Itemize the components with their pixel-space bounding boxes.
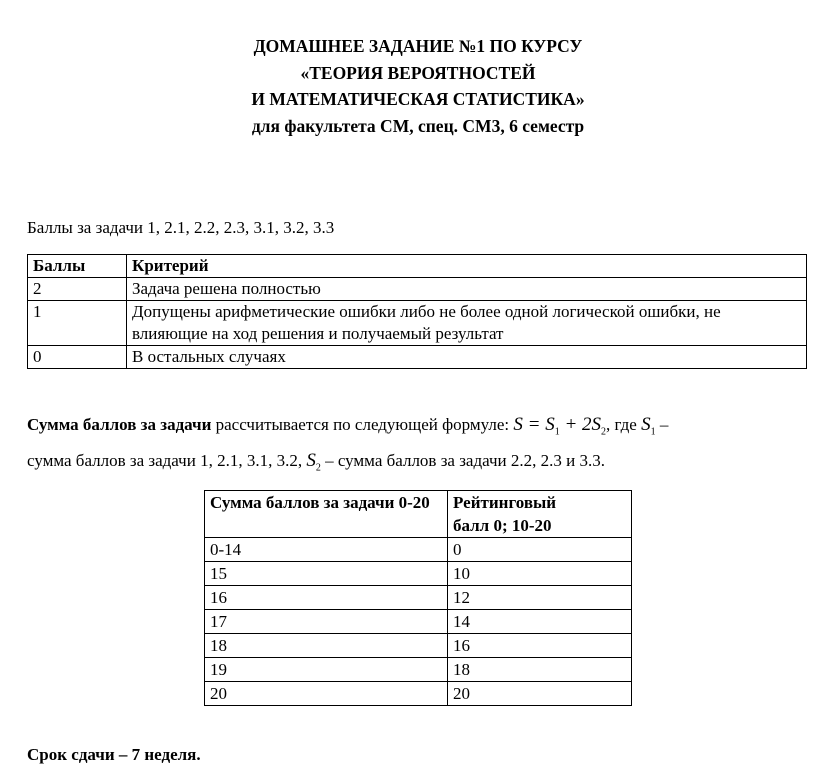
table-header-row — [28, 255, 807, 278]
cell: 16 — [205, 586, 448, 610]
formula: S — [641, 414, 651, 435]
cell: 20 — [448, 682, 632, 706]
cell: 10 — [448, 562, 632, 586]
table-row — [205, 586, 632, 610]
header-cell: Рейтинговый балл 0; 10-20 — [448, 491, 632, 538]
cell: 19 — [205, 658, 448, 682]
text: – сумма баллов за задачи 2.2, 2.3 и 3.3. — [320, 451, 605, 470]
table-row — [205, 658, 632, 682]
header-cell: Критерий — [127, 255, 807, 278]
table-row — [205, 562, 632, 586]
header-cell: Сумма баллов за задачи 0-20 — [205, 491, 448, 538]
cell: 16 — [448, 634, 632, 658]
cell: 15 — [205, 562, 448, 586]
formula-paragraph-line2 — [27, 450, 605, 473]
formula: + 2S — [559, 414, 602, 435]
deadline: Срок сдачи – 7 неделя. — [27, 745, 201, 764]
subscript: 2 — [315, 462, 321, 474]
subscript: 1 — [554, 426, 560, 438]
table-row — [205, 682, 632, 706]
cell: 20 — [205, 682, 448, 706]
title-line: для факультета СМ, спец. СМ3, 6 семестр — [251, 115, 585, 136]
subscript: 2 — [601, 426, 607, 438]
table-row — [205, 634, 632, 658]
cell: 12 — [448, 586, 632, 610]
formula: S = S — [513, 414, 555, 435]
cell: 17 — [205, 610, 448, 634]
criteria-table — [27, 254, 807, 369]
cell: 18 — [448, 658, 632, 682]
formula: S — [306, 450, 316, 471]
header-cell: Баллы — [28, 255, 127, 278]
text: – — [655, 415, 669, 434]
text: сумма баллов за задачи 1, 2.1, 3.1, 3.2, — [27, 451, 307, 470]
table-row — [28, 346, 807, 369]
cell: 1 — [28, 301, 127, 346]
intro-text: Баллы за задачи 1, 2.1, 2.2, 2.3, 3.1, 3.2, 3.3 — [27, 218, 335, 237]
table-row — [28, 301, 807, 346]
title-line: ДОМАШНЕЕ ЗАДАНИЕ №1 ПО КУРСУ — [253, 36, 583, 56]
bold-term: Сумма баллов за задачи — [27, 415, 212, 434]
table-row — [28, 278, 807, 301]
cell: 0-14 — [205, 538, 448, 562]
cell: Задача решена полностью — [127, 278, 807, 301]
rating-table — [204, 490, 632, 706]
title-line: И МАТЕМАТИЧЕСКАЯ СТАТИСТИКА» — [251, 89, 585, 109]
table-header-row — [205, 491, 632, 538]
cell: В остальных случаях — [127, 346, 807, 369]
title-line: «ТЕОРИЯ ВЕРОЯТНОСТЕЙ — [300, 62, 536, 83]
cell: 0 — [28, 346, 127, 369]
cell: Допущены арифметические ошибки либо не более одной логической ошибки, не влияющие на ход решения и получаемый результат — [127, 301, 807, 346]
subscript: 1 — [650, 426, 656, 438]
cell: 2 — [28, 278, 127, 301]
document-title — [0, 33, 822, 139]
formula-paragraph — [27, 414, 668, 437]
cell: 14 — [448, 610, 632, 634]
cell: 0 — [448, 538, 632, 562]
text: , где — [606, 415, 642, 434]
text: рассчитывается по следующей формуле: — [211, 415, 514, 434]
table-row — [205, 538, 632, 562]
cell: 18 — [205, 634, 448, 658]
table-row — [205, 610, 632, 634]
